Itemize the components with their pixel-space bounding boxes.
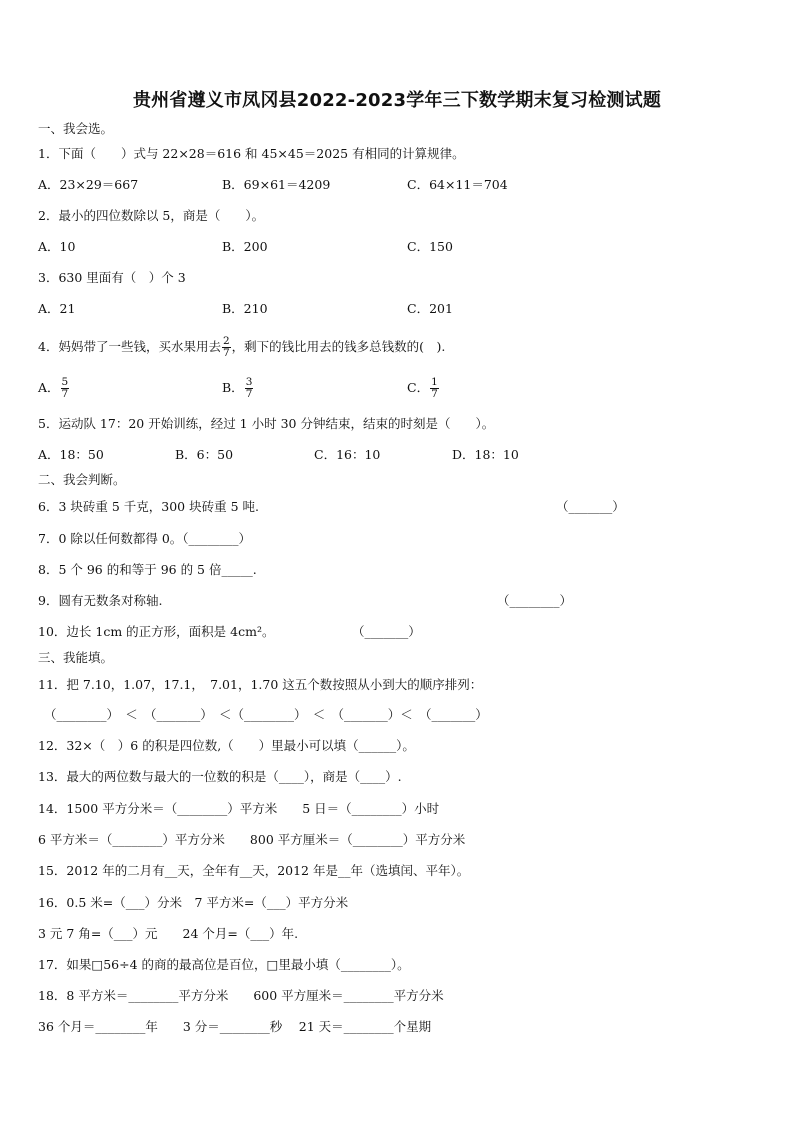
- question-5: 5．运动队 17：20 开始训练，经过 1 小时 30 分钟结束，结束的时刻是（ ）。: [38, 416, 495, 431]
- question-9: 9．圆有无数条对称轴.: [38, 593, 163, 608]
- question-14-line-1: 14．1500 平方分米＝（________）平方米 5 日＝（________）小时: [38, 801, 440, 816]
- q9-answer-blank[interactable]: （________）: [497, 593, 573, 608]
- q3-option-b: B．210: [222, 301, 268, 316]
- question-6: 6．3 块砖重 5 千克，300 块砖重 5 吨.: [38, 499, 259, 514]
- question-12: 12．32×（ ）6 的积是四位数,（ ）里最小可以填（______）。: [38, 738, 415, 753]
- section-heading-choose: 一、我会选。: [38, 121, 114, 136]
- question-13: 13．最大的两位数与最大的一位数的积是（____），商是（____）.: [38, 769, 402, 784]
- q6-answer-blank[interactable]: （_______）: [556, 499, 625, 514]
- q3-option-c: C．201: [407, 301, 453, 316]
- q2-option-b: B．200: [222, 239, 268, 254]
- q1-option-a: A．23×29＝667: [38, 177, 139, 192]
- question-8: 8．5 个 96 的和等于 96 的 5 倍_____.: [38, 562, 257, 577]
- q4-option-a: A． $\frac{5}{7}$: [38, 376, 69, 400]
- question-3: 3．630 里面有（ ）个 3: [38, 270, 186, 285]
- q5-option-c: C．16：10: [314, 447, 381, 462]
- fraction-two-sevenths: $\frac{2}{7}$: [222, 335, 230, 359]
- q11-answer-line: （________） ＜ （_______） ＜（________） ＜ （_______）＜ （_______）: [44, 707, 488, 722]
- page-title: 贵州省遵义市凤冈县2022-2023学年三下数学期末复习检测试题: [132, 90, 662, 111]
- question-16-line-1: 16．0.5 米=（___）分米 7 平方米=（___）平方分米: [38, 895, 349, 910]
- q4-text-after: ，剩下的钱比用去的钱多总钱数的( ).: [231, 339, 446, 354]
- question-14-line-2: 6 平方米＝（________）平方分米 800 平方厘米＝（________）平方分米: [38, 832, 466, 847]
- question-17: 17．如果□56÷4 的商的最高位是百位，□里最小填（________）。: [38, 957, 410, 972]
- question-7: 7．0 除以任何数都得 0。（________）: [38, 531, 252, 546]
- section-heading-fill: 三、我能填。: [38, 650, 114, 665]
- question-2: 2．最小的四位数除以 5，商是（ ）。: [38, 208, 265, 223]
- q1-option-c: C．64×11＝704: [407, 177, 508, 192]
- q5-option-a: A．18：50: [38, 447, 104, 462]
- q4-text-before: 4．妈妈带了一些钱，买水果用去: [38, 339, 221, 354]
- q3-option-a: A．21: [38, 301, 76, 316]
- q5-option-b: B．6：50: [175, 447, 234, 462]
- question-11: 11．把 7.10，1.07，17.1， 7.01，1.70 这五个数按照从小到大的顺序排列：: [38, 677, 483, 692]
- q2-option-c: C．150: [407, 239, 453, 254]
- q4-option-c: C． $\frac{1}{7}$: [407, 376, 438, 400]
- section-heading-judge: 二、我会判断。: [38, 472, 126, 487]
- question-15: 15．2012 年的二月有__天，全年有__天，2012 年是__年（选填闰、平年）。: [38, 863, 470, 878]
- q1-option-b: B．69×61＝4209: [222, 177, 331, 192]
- q4-option-b: B． $\frac{3}{7}$: [222, 376, 253, 400]
- q10-answer-blank[interactable]: （_______）: [352, 624, 421, 639]
- question-18-line-2: 36 个月＝________年 3 分＝________秒 21 天＝________个星期: [38, 1019, 432, 1034]
- question-16-line-2: 3 元 7 角=（___）元 24 个月=（___）年.: [38, 926, 299, 941]
- question-10: 10．边长 1cm 的正方形，面积是 4cm²。: [38, 624, 275, 639]
- q2-option-a: A．10: [38, 239, 76, 254]
- question-18-line-1: 18．8 平方米＝________平方分米 600 平方厘米＝________平方分米: [38, 988, 444, 1003]
- question-4: [38, 336, 445, 359]
- q5-option-d: D．18：10: [452, 447, 519, 462]
- question-1: 1．下面（ ）式与 22×28＝616 和 45×45＝2025 有相同的计算规律。: [38, 146, 465, 161]
